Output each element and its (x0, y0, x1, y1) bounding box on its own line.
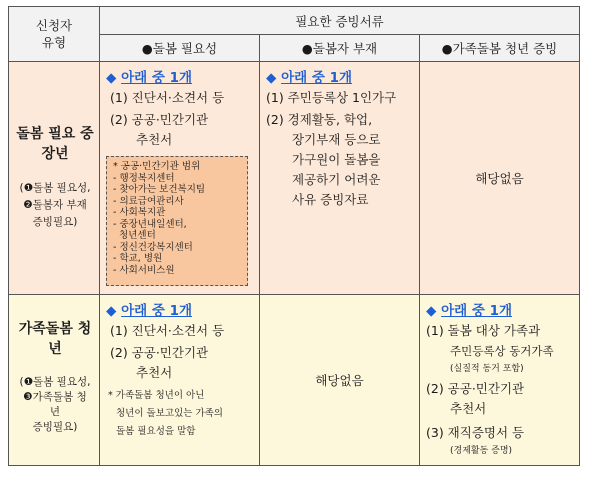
row2-col1-heading: ◆ 아래 중 1개 (106, 303, 193, 319)
row2-caregiver-absence-cell (259, 294, 420, 466)
scope-item: - 사회복지관 (113, 207, 166, 218)
institution-scope-box (106, 156, 248, 286)
row2-col3-item2a: (2) 공공·민간기관 (426, 381, 525, 396)
scope-item: - 찾아가는 보건복지팀 (113, 184, 206, 195)
row2-col2-not-applicable: 해당없음 (315, 373, 364, 388)
row1-col2-item2-line5: 사유 증빙자료 (292, 192, 369, 207)
row1-type-cell (8, 61, 100, 295)
row1-note-1: (❶돌봄 필요성, (19, 182, 91, 194)
row1-care-need-cell (99, 61, 260, 295)
row1-col1-item2b: 추천서 (136, 132, 173, 147)
scope-item: - 사회서비스원 (113, 264, 175, 276)
row2-col3-item3a: (3) 재직증명서 등 (426, 425, 525, 440)
row2-note-2: ❸가족돌봄 청 (23, 391, 87, 403)
row2-note-1: (❶돌봄 필요성, (19, 376, 91, 388)
col-family-care-youth-header: ●가족돌봄 청년 증빙 (419, 34, 580, 62)
row1-title: 돌봄 필요 중 장년 (16, 126, 94, 162)
row2-col1-item1: (1) 진단서·소견서 등 (110, 323, 225, 338)
row1-col2-heading: ◆ 아래 중 1개 (266, 70, 353, 86)
row2-col1-note-line1: * 가족돌봄 청년이 아닌 (108, 390, 205, 401)
row2-col3-item1b: 주민등록상 동거가족 (450, 344, 554, 358)
row2-family-youth-cell (419, 294, 580, 466)
row2-col3-item1c: (실질적 동거 포함) (450, 364, 524, 374)
row1-col1-item2a: (2) 공공·민간기관 (110, 112, 209, 127)
row2-title: 가족돌봄 청 년 (18, 321, 92, 357)
scope-item: * 공공·민간기관 범위 (113, 161, 201, 172)
row2-col1-item2b: 추천서 (136, 365, 173, 380)
row1-caregiver-absence-cell (259, 61, 420, 295)
col-caregiver-absence-header: ●돌봄자 부재 (259, 34, 420, 62)
row2-col1-note-line2: 청년이 돌보고있는 가족의 (116, 408, 223, 419)
scope-item: 청년센터 (113, 230, 156, 241)
row1-col1-heading: ◆ 아래 중 1개 (106, 70, 193, 86)
scope-item: - 행정복지센터 (113, 172, 175, 184)
scope-item: - 중장년내일센터, (113, 218, 187, 230)
row1-col2-item2-line4: 제공하기 어려운 (292, 172, 381, 187)
row1-family-youth-cell (419, 61, 580, 295)
evidence-documents-table (8, 6, 580, 466)
row2-col1-note-line3: 돌봄 필요성을 말함 (116, 426, 196, 437)
scope-item: - 의료급여관리사 (113, 195, 184, 207)
row1-note-3: 증빙필요) (32, 216, 78, 228)
row2-col3-item1a: (1) 돌봄 대상 가족과 (426, 323, 541, 338)
row2-note-3: 년 (49, 406, 61, 418)
row1-col1-item1: (1) 진단서·소견서 등 (110, 90, 225, 105)
col-care-need-header: ●돌봄 필요성 (99, 34, 260, 62)
row2-col3-heading: ◆ 아래 중 1개 (426, 303, 513, 319)
row2-care-need-cell (99, 294, 260, 466)
row1-note-2: ❷돌봄자 부재 (23, 199, 87, 211)
scope-item: - 학교, 병원 (113, 253, 163, 264)
required-docs-header: 필요한 증빙서류 (99, 6, 580, 35)
row1-col3-not-applicable: 해당없음 (475, 171, 524, 186)
row1-col2-item2-line1: (2) 경제활동, 학업, (266, 112, 373, 127)
row1-col2-item1: (1) 주민등록상 1인가구 (266, 90, 397, 105)
row1-col2-item2-line3: 가구원이 돌봄을 (292, 152, 381, 167)
row2-type-cell (8, 294, 100, 466)
row1-col2-item2-line2: 장기부재 등으로 (292, 132, 381, 147)
row2-col3-item3b: (경제활동 증명) (450, 446, 513, 456)
row2-col3-item2b: 추천서 (450, 401, 487, 416)
row2-col1-item2a: (2) 공공·민간기관 (110, 345, 209, 360)
applicant-type-header: 신청자 유형 (8, 6, 100, 62)
row2-note-4: 증빙필요) (32, 421, 78, 433)
scope-item: - 정신건강복지센터 (113, 241, 193, 253)
